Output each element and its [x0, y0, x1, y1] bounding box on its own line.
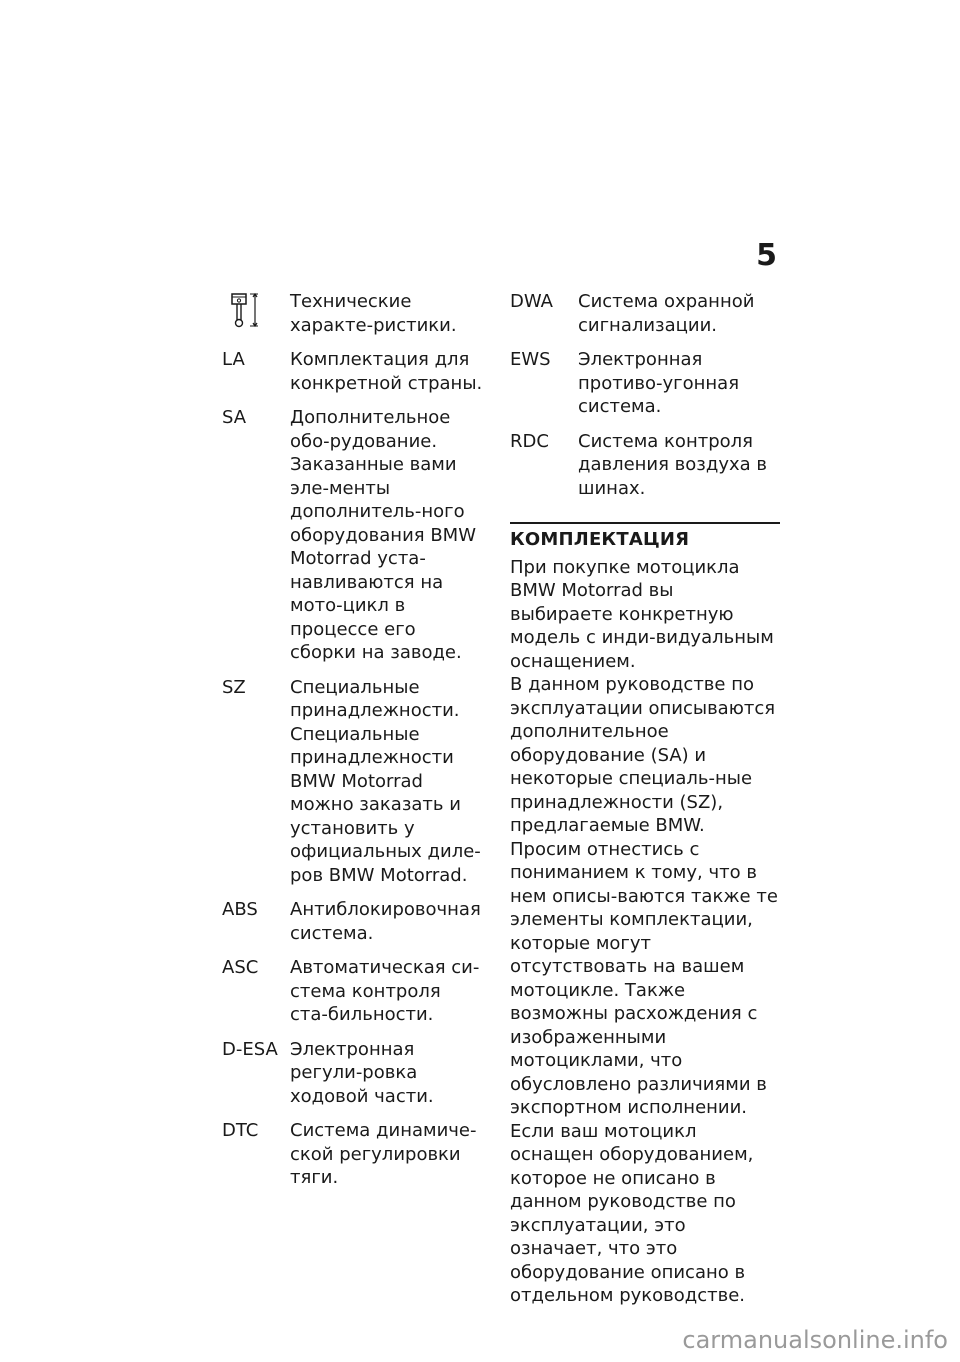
abbreviation-entry: [222, 898, 484, 945]
abbreviation-term: EWS: [510, 349, 551, 370]
entry-description: [578, 290, 780, 337]
abbreviation-entry: [222, 1119, 484, 1190]
description-line: Специальные принадлежности BMW Motorrad можно заказать и установить у официальных диле-ров BMW Motorrad.: [290, 723, 481, 886]
description-line: Электронная регули-ровка ходовой части.: [290, 1038, 434, 1107]
body-paragraph: В данном руководстве по эксплуатации описываются дополнительное оборудование (SA) и некоторые специаль-ные принадлежности (SZ), предлагаемые BMW. Просим отнестись с пониманием к тому, что в нем описы-ваются также те элементы комплектации, которые могут отсутствовать на вашем мотоцикле. Также возможны расхождения с изображенными мотоциклами, что обусловлено различиями в экспортном исполнении.: [510, 674, 778, 1118]
entry-description: [578, 430, 780, 501]
abbreviation-term: D-ESA: [222, 1038, 278, 1060]
entry-description: [290, 898, 484, 945]
description-line: Дополнительное обо-рудование.: [290, 407, 451, 452]
abbreviation-list-right: [510, 290, 780, 1308]
abbreviation-term: DWA: [510, 291, 553, 312]
description-line: Антиблокировочная система.: [290, 899, 481, 944]
entry-description: [290, 290, 484, 337]
abbreviation-entry: [222, 956, 484, 1027]
description-line: Автоматическая си-стема контроля ста-бильности.: [290, 957, 480, 1025]
body-paragraph: Если ваш мотоцикл оснащен оборудованием, которое не описано в данном руководстве по эксплуатации, это означает, что это оборудование описано в отдельном руководстве.: [510, 1120, 754, 1306]
entry-description: [290, 1038, 484, 1109]
page-number: 5: [756, 238, 777, 273]
abbreviation-term: ASC: [222, 957, 259, 978]
abbreviation-term: SA: [222, 407, 247, 428]
description-line: Специальные принадлежности.: [290, 676, 460, 721]
description-line: Электронная противо-угонная система.: [578, 349, 740, 417]
description-line: Технические характе-ристики.: [290, 291, 457, 336]
abbreviation-entry: [510, 290, 780, 337]
description-line: Комплектация для конкретной страны.: [290, 349, 483, 394]
section-divider: [510, 522, 780, 1308]
abbreviation-entry: [222, 406, 484, 665]
piston-dimension-icon: [222, 290, 290, 330]
abbreviation-entry: [222, 676, 484, 888]
abbreviation-entry: [222, 348, 484, 395]
abbreviation-term: DTC: [222, 1120, 259, 1141]
abbreviation-entry: [222, 290, 484, 337]
entry-description: [290, 348, 484, 395]
section-body: [510, 556, 780, 1308]
abbreviation-term: ABS: [222, 899, 258, 920]
abbreviation-term: SZ: [222, 676, 246, 698]
entry-description: [290, 406, 484, 665]
description-line: Система охранной сигнализации.: [578, 291, 755, 336]
entry-description: [290, 1119, 484, 1190]
entry-description: [578, 348, 780, 419]
abbreviation-term: RDC: [510, 430, 549, 452]
abbreviation-entry: [510, 430, 780, 501]
abbreviation-entry: [222, 1038, 484, 1109]
entry-description: [290, 676, 484, 888]
watermark: carmanualsonline.info: [682, 1326, 948, 1354]
body-paragraph: При покупке мотоцикла BMW Motorrad вы выбираете конкретную модель с инди-видуальным оснащением.: [510, 556, 774, 672]
abbreviation-list-left: [222, 290, 484, 1201]
abbreviation-term: LA: [222, 349, 245, 370]
description-line: Система динамиче-ской регулировки тяги.: [290, 1120, 477, 1188]
entry-description: [290, 956, 484, 1027]
description-line: Заказанные вами эле-менты дополнитель-ного оборудования BMW Motorrad уста-навливаются на мото-цикл в процессе его сборки на заводе.: [290, 454, 476, 663]
description-line: Система контроля давления воздуха в шинах.: [578, 430, 767, 499]
section-title: КОМПЛЕКТАЦИЯ: [510, 529, 690, 550]
abbreviation-entry: [510, 348, 780, 419]
